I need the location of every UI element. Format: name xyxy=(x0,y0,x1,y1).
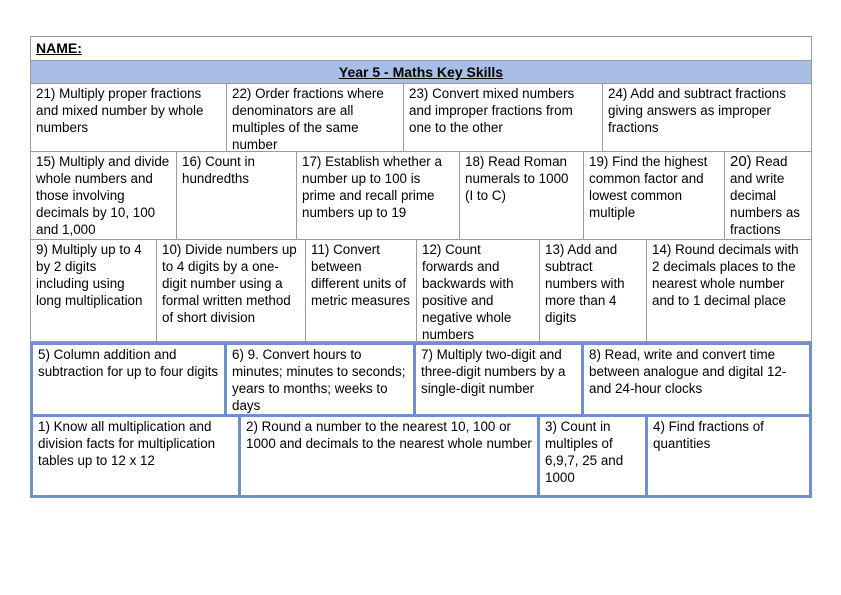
skill-19-cell: 19) Find the highest common factor and lowest common multiple xyxy=(584,152,725,240)
skills-row-9-14 xyxy=(30,240,812,342)
skill-8-cell: 8) Read, write and convert time between analogue and digital 12- and 24-hour clocks xyxy=(584,342,812,414)
skill-10-cell: 10) Divide numbers up to 4 digits by a one-digit number using a formal written method of short division xyxy=(157,240,306,342)
skill-18-cell: 18) Read Roman numerals to 1000 (I to C) xyxy=(460,152,584,240)
skill-16-cell: 16) Count in hundredths xyxy=(177,152,297,240)
skills-row-5-8 xyxy=(30,342,812,414)
skill-13-cell: 13) Add and subtract numbers with more than 4 digits xyxy=(540,240,647,342)
skill-20-number: 20) xyxy=(730,153,752,170)
skill-20-text: Read and write decimal numbers as fractions xyxy=(730,154,800,237)
skill-11-cell: 11) Convert between different units of metric measures xyxy=(306,240,417,342)
skill-5-cell: 5) Column addition and subtraction for up to four digits xyxy=(30,342,227,414)
skill-1-cell: 1) Know all multiplication and division facts for multiplication tables up to 12 x 12 xyxy=(30,414,241,498)
skills-row-15-20 xyxy=(30,152,812,240)
skill-17-cell: 17) Establish whether a number up to 100 is prime and recall prime numbers up to 19 xyxy=(297,152,460,240)
skill-24-cell: 24) Add and subtract fractions giving answers as improper fractions xyxy=(603,84,812,152)
name-row xyxy=(30,36,812,61)
skills-row-1-4 xyxy=(30,414,812,498)
key-skills-sheet xyxy=(30,36,812,498)
skills-row-21-24 xyxy=(30,84,812,152)
skill-21-cell: 21) Multiply proper fractions and mixed number by whole numbers xyxy=(30,84,227,152)
skill-12-cell: 12) Count forwards and backwards with positive and negative whole numbers xyxy=(417,240,540,342)
title-row xyxy=(30,61,812,84)
skill-3-cell: 3) Count in multiples of 6,9,7, 25 and 1000 xyxy=(540,414,648,498)
skill-4-cell: 4) Find fractions of quantities xyxy=(648,414,812,498)
name-label: NAME: xyxy=(36,40,82,56)
skill-15-cell: 15) Multiply and divide whole numbers and those involving decimals by 10, 100 and 1,000 xyxy=(30,152,177,240)
sheet-title: Year 5 - Maths Key Skills xyxy=(338,64,504,80)
skill-23-cell: 23) Convert mixed numbers and improper fractions from one to the other xyxy=(404,84,603,152)
skill-9-cell: 9) Multiply up to 4 by 2 digits including using long multiplication xyxy=(30,240,157,342)
skill-22-cell: 22) Order fractions where denominators are all multiples of the same number xyxy=(227,84,404,152)
skill-20-cell xyxy=(725,152,812,240)
skill-7-cell: 7) Multiply two-digit and three-digit numbers by a single-digit number xyxy=(416,342,584,414)
skill-6-cell: 6) 9. Convert hours to minutes; minutes to seconds; years to months; weeks to days xyxy=(227,342,416,414)
skill-2-cell: 2) Round a number to the nearest 10, 100 or 1000 and decimals to the nearest whole number xyxy=(241,414,540,498)
skill-14-cell: 14) Round decimals with 2 decimals places to the nearest whole number and to 1 decimal place xyxy=(647,240,812,342)
